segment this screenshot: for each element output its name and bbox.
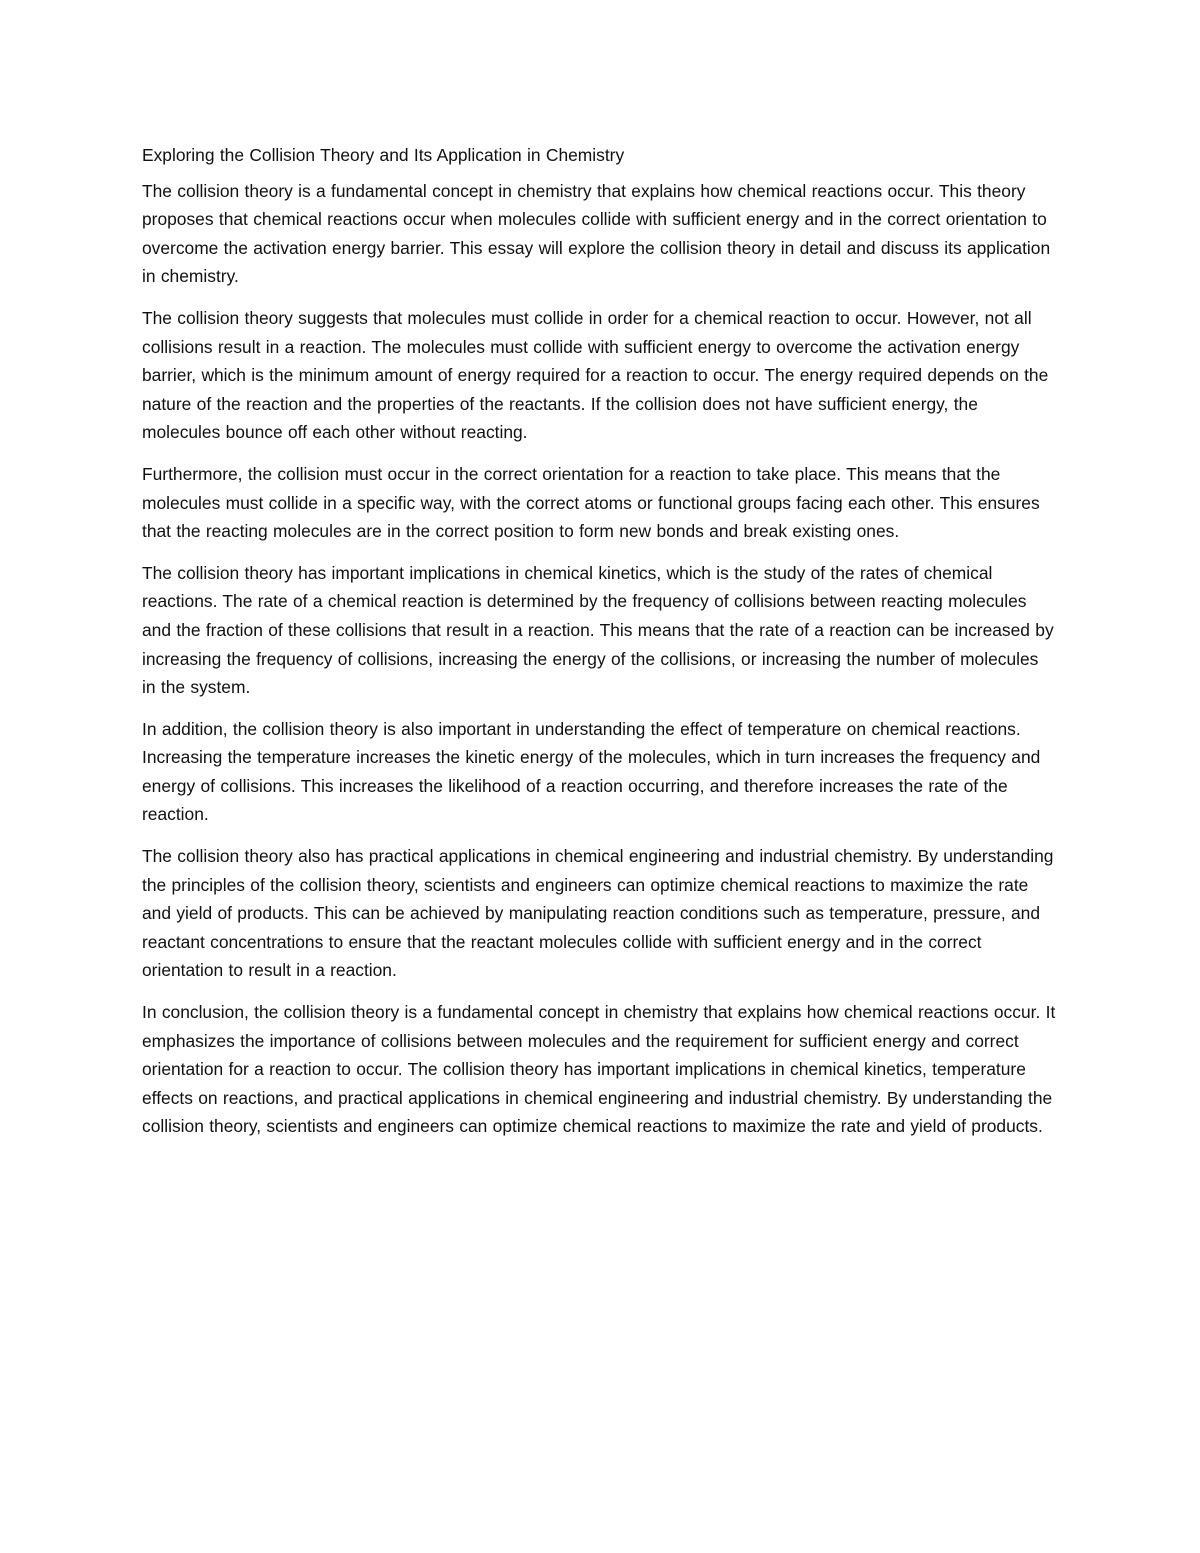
paragraph-activation-energy: The collision theory suggests that molecules must collide in order for a chemical reaction to occur. However, not all collisions result in a reaction. The molecules must collide with sufficient energy to overcome the activation energy barrier, which is the minimum amount of energy required for a reaction to occur. The energy required depends on the nature of the reaction and the properties of the reactants. If the collision does not have sufficient energy, the molecules bounce off each other without reacting. bbox=[142, 307, 1049, 443]
paragraph-orientation: Furthermore, the collision must occur in the correct orientation for a reaction to take place. This means that the molecules must collide in a specific way, with the correct atoms or functional groups facing each other. This ensures that the reacting molecules are in the correct position to form new bonds and break existing ones. bbox=[142, 463, 1040, 542]
paragraph-introduction: The collision theory is a fundamental concept in chemistry that explains how chemical reactions occur. This theory proposes that chemical reactions occur when molecules collide with sufficient energy and in the correct orientation to overcome the activation energy barrier. This essay will explore the collision theory in detail and discuss its application in chemistry. bbox=[142, 180, 1051, 287]
paragraph-chemical-kinetics: The collision theory has important implications in chemical kinetics, which is the study of the rates of chemical reactions. The rate of a chemical reaction is determined by the frequency of collisions between reacting molecules and the fraction of these collisions that result in a reaction. This means that the rate of a reaction can be increased by increasing the frequency of collisions, increasing the energy of the collisions, or increasing the number of molecules in the system. bbox=[142, 562, 1054, 698]
document-title: Exploring the Collision Theory and Its Application in Chemistry bbox=[142, 145, 625, 165]
document-page bbox=[142, 141, 1057, 1154]
paragraph-conclusion: In conclusion, the collision theory is a fundamental concept in chemistry that explains how chemical reactions occur. It emphasizes the importance of collisions between molecules and the requirement for sufficient energy and correct orientation for a reaction to occur. The collision theory has important implications in chemical kinetics, temperature effects on reactions, and practical applications in chemical engineering and industrial chemistry. By understanding the collision theory, scientists and engineers can optimize chemical reactions to maximize the rate and yield of products. bbox=[142, 1002, 1056, 1137]
paragraph-temperature: In addition, the collision theory is also important in understanding the effect of temperature on chemical reactions. Increasing the temperature increases the kinetic energy of the molecules, which in turn increases the frequency and energy of collisions. This increases the likelihood of a reaction occurring, and therefore increases the rate of the reaction. bbox=[142, 718, 1041, 825]
paragraph-practical-applications: The collision theory also has practical applications in chemical engineering and industrial chemistry. By understanding the principles of the collision theory, scientists and engineers can optimize chemical reactions to maximize the rate and yield of products. This can be achieved by manipulating reaction conditions such as temperature, pressure, and reactant concentrations to ensure that the reactant molecules collide with sufficient energy and in the correct orientation to result in a reaction. bbox=[142, 846, 1054, 981]
